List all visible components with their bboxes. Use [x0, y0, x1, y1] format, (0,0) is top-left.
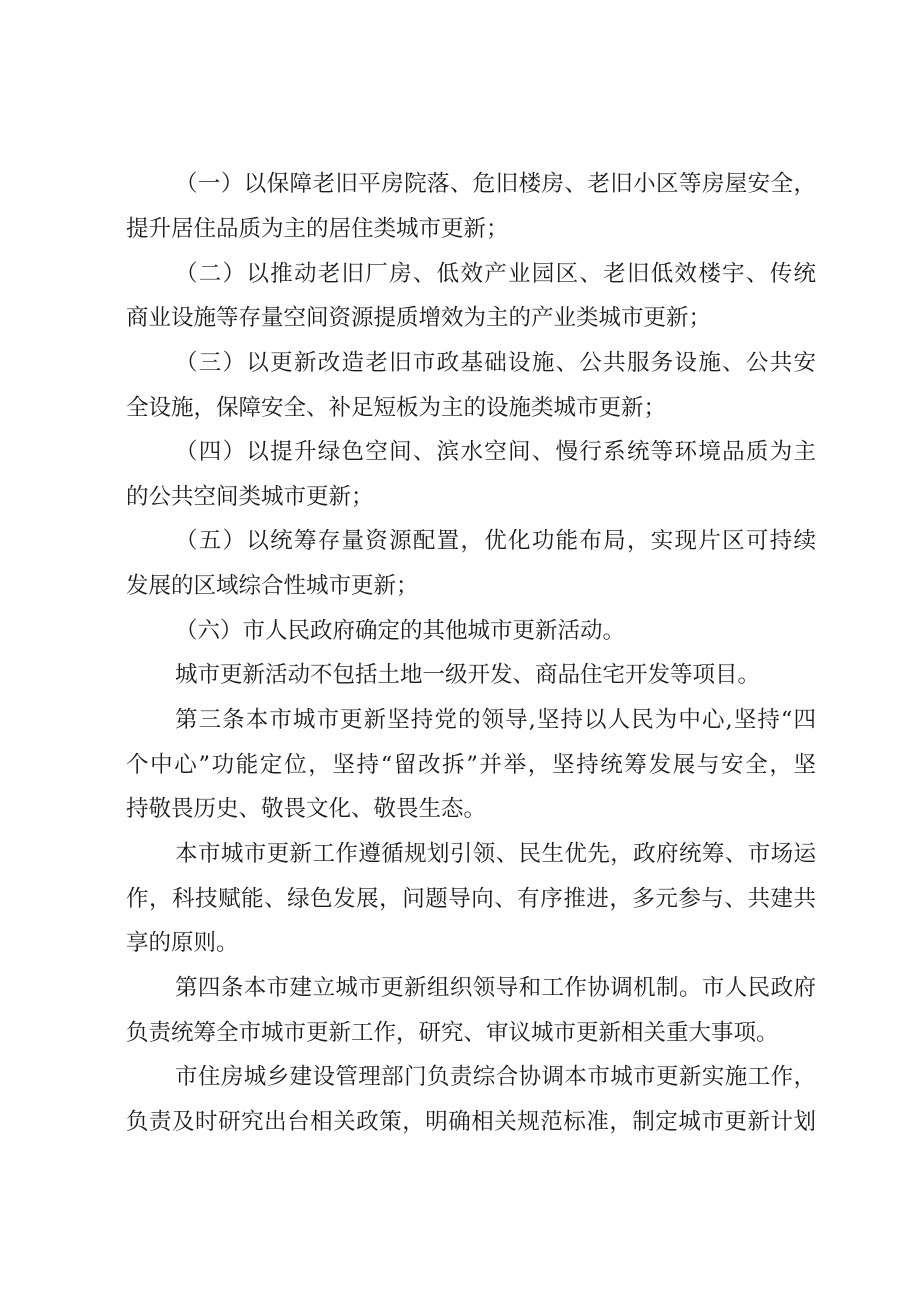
paragraph-item-1-line-1: （一）以保障老旧平房院落、危旧楼房、老旧小区等房屋安全，: [175, 171, 816, 197]
paragraph-item-2-line-1: （二）以推动老旧厂房、低效产业园区、老旧低效楼宇、传统: [175, 261, 816, 287]
article-3-line-2: 个中心”功能定位，坚持“留改拆”并举，坚持统筹发展与安全，坚: [126, 752, 816, 778]
principles-line-2: 作，科技赋能、绿色发展，问题导向、有序推进，多元参与、共建共: [126, 886, 816, 912]
paragraph-item-3-line-2: 全设施，保障安全、补足短板为主的设施类城市更新；: [126, 395, 667, 421]
paragraph-item-6: （六）市人民政府确定的其他城市更新活动。: [175, 618, 626, 644]
paragraph-item-3-line-1: （三）以更新改造老旧市政基础设施、公共服务设施、公共安: [175, 350, 816, 376]
principles-line-3: 享的原则。: [126, 930, 239, 956]
article-4-line-2: 负责统筹全市城市更新工作，研究、审议城市更新相关重大事项。: [126, 1020, 779, 1046]
paragraph-item-4-line-2: 的公共空间类城市更新；: [126, 484, 374, 510]
paragraph-item-2-line-2: 商业设施等存量空间资源提质增效为主的产业类城市更新；: [126, 305, 712, 331]
article-4-line-1: 第四条本市建立城市更新组织领导和工作协调机制。市人民政府: [175, 975, 816, 1001]
article-3-line-1: 第三条本市城市更新坚持党的领导,坚持以人民为中心,坚持“四: [175, 707, 816, 733]
paragraph-exclusion: 城市更新活动不包括土地一级开发、商品住宅开发等项目。: [175, 662, 761, 688]
article-3-line-3: 持敬畏历史、敬畏文化、敬畏生态。: [126, 796, 487, 822]
paragraph-item-4-line-1: （四）以提升绿色空间、滨水空间、慢行系统等环境品质为主: [175, 439, 816, 465]
paragraph-item-5-line-2: 发展的区域综合性城市更新；: [126, 573, 419, 599]
paragraph-item-5-line-1: （五）以统筹存量资源配置，优化功能布局，实现片区可持续: [175, 528, 816, 554]
paragraph-item-1-line-2: 提升居住品质为主的居住类城市更新；: [126, 216, 509, 242]
housing-dept-line-2: 负责及时研究出台相关政策，明确相关规范标准，制定城市更新计划: [126, 1109, 816, 1135]
principles-line-1: 本市城市更新工作遵循规划引领、民生优先，政府统筹、市场运: [175, 841, 816, 867]
housing-dept-line-1: 市住房城乡建设管理部门负责综合协调本市城市更新实施工作，: [175, 1064, 816, 1090]
